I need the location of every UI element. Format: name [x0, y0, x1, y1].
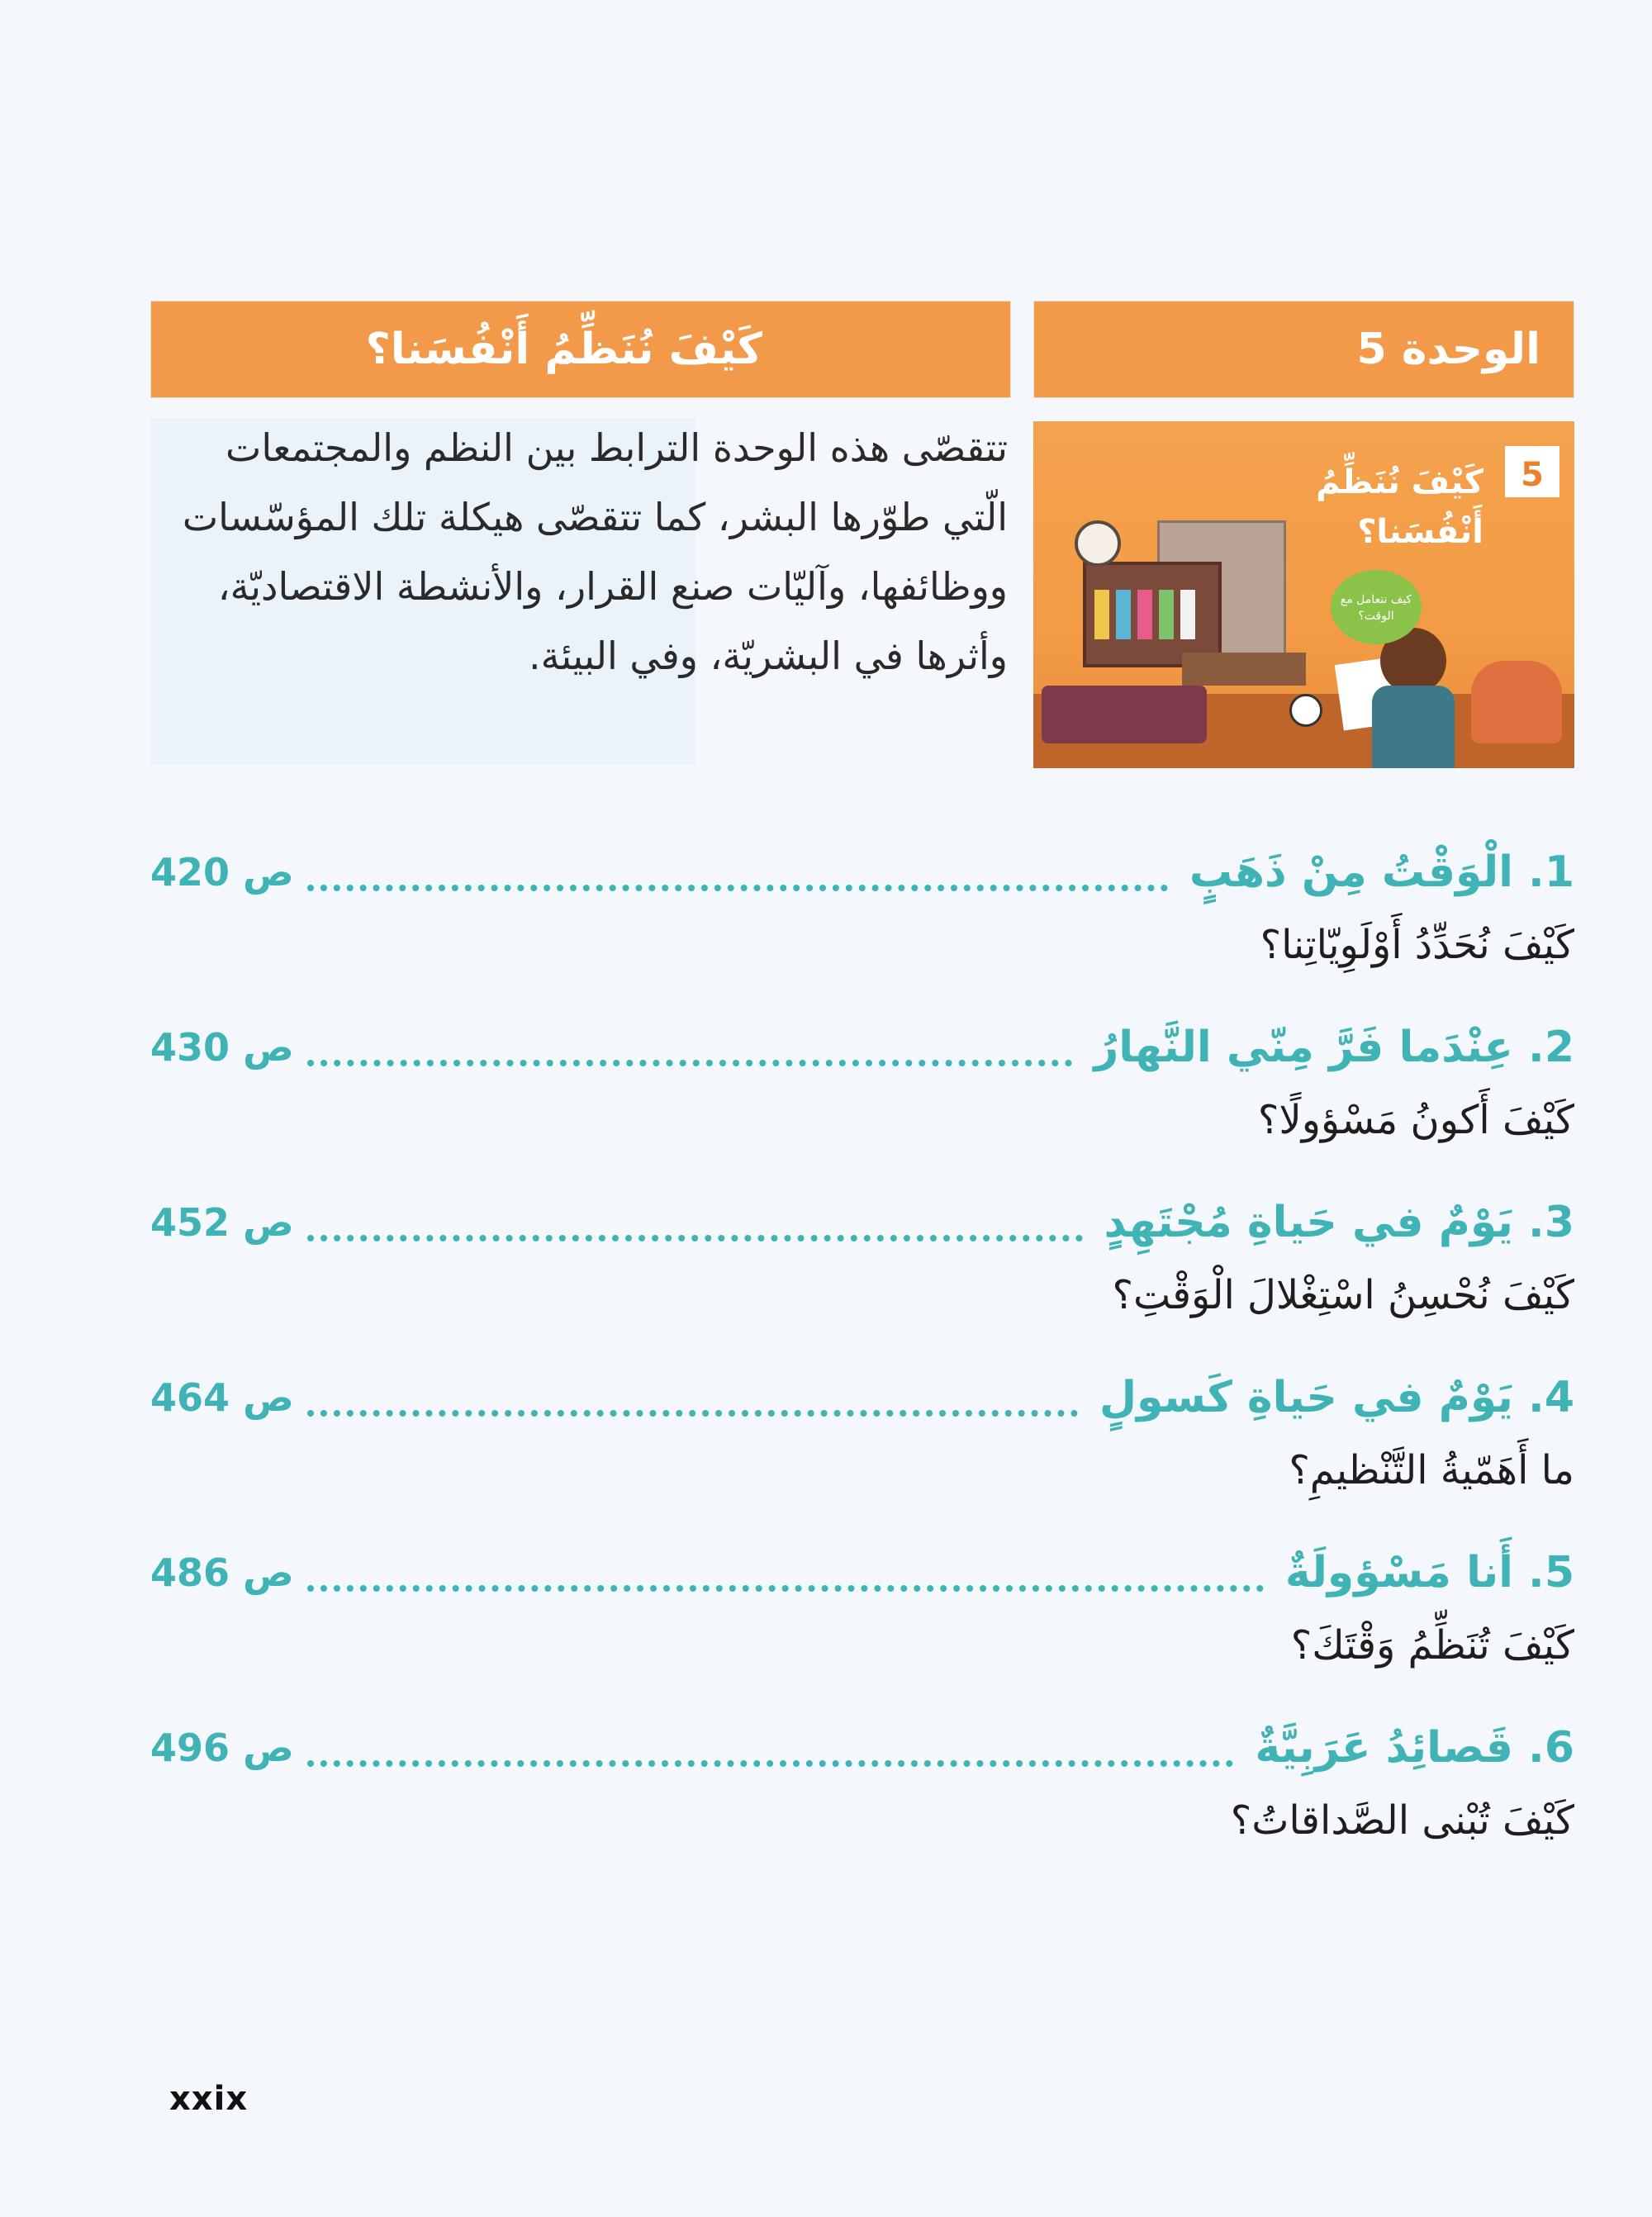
lesson-item [150, 1365, 1574, 1538]
lesson-item [150, 1189, 1574, 1363]
lesson-title: 2. عِنْدَما فَرَّ مِنّي النَّهارُ [1094, 1023, 1574, 1072]
shirt-icon [1159, 590, 1174, 639]
lesson-page: ص 496 [150, 1726, 294, 1770]
leader-dots [307, 1052, 1072, 1066]
lesson-title: 1. الْوَقْتُ مِنْ ذَهَبٍ [1189, 847, 1574, 897]
unit-description: تتقصّى هذه الوحدة الترابط بين النظم والمجتمعات الّتي طوّرها البشر، كما تتقصّى هيكلة تلك المؤسّسات ووظائفها، وآليّات صنع القرار، والأنشطة الاقتصاديّة، وأثرها في البشريّة، وفي البيئة. [182, 425, 1008, 678]
lesson-item [150, 839, 1574, 1013]
lesson-question: ما أَهَمّيةُ التَّنْظيمِ؟ [1289, 1447, 1574, 1493]
lesson-page: ص 430 [150, 1025, 294, 1070]
unit-title-bar [150, 301, 1011, 398]
lesson-page: ص 452 [150, 1200, 294, 1245]
lesson-item [150, 1715, 1574, 1888]
shirt-icon [1116, 590, 1131, 639]
lesson-item [150, 1540, 1574, 1713]
lesson-row [150, 1540, 1574, 1606]
leader-dots [307, 1227, 1083, 1241]
cover-wardrobe [1083, 562, 1222, 667]
lesson-row [150, 1715, 1574, 1781]
unit-label-bar [1033, 301, 1574, 398]
boy-body [1372, 686, 1455, 768]
unit-cover-image [1033, 421, 1574, 768]
lesson-question: كَيْفَ تُنَظِّمُ وَقْتَكَ؟ [1290, 1622, 1574, 1669]
cover-shelf [1182, 653, 1306, 686]
cover-chair [1471, 661, 1562, 743]
lesson-title: 3. يَوْمٌ في حَياةِ مُجْتَهِدٍ [1104, 1198, 1574, 1247]
cover-title: كَيْفَ نُنَظِّمُ أَنْفُسَنا؟ [1316, 463, 1483, 551]
page-number: xxix [169, 2080, 249, 2118]
lesson-question: كَيْفَ نُحْسِنُ اسْتِغْلالَ الْوَقْتِ؟ [1112, 1272, 1574, 1318]
lesson-page: ص 486 [150, 1550, 294, 1595]
leader-dots [307, 1577, 1264, 1592]
cover-bubble: كيف نتعامل مع الوقت؟ [1331, 570, 1422, 644]
lesson-row [150, 1189, 1574, 1256]
lesson-title: 5. أَنا مَسْؤولَةٌ [1284, 1548, 1574, 1597]
cover-boy-illustration [1364, 628, 1463, 768]
clock-icon [1075, 520, 1121, 567]
shirt-icon [1180, 590, 1195, 639]
shirt-icon [1137, 590, 1152, 639]
cover-unit-number: 5 [1505, 446, 1559, 497]
leader-dots [307, 1402, 1078, 1417]
ball-icon [1289, 694, 1322, 727]
leader-dots [307, 1752, 1233, 1767]
lesson-row [150, 1365, 1574, 1431]
cover-bed [1042, 686, 1207, 743]
lesson-question: كَيْفَ تُبْنى الصَّداقاتُ؟ [1230, 1797, 1574, 1844]
lesson-row [150, 839, 1574, 905]
shirt-icon [1094, 590, 1109, 639]
lesson-row [150, 1014, 1574, 1080]
unit-title: كَيْفَ نُنَظِّمُ أَنْفُسَنا؟ [365, 325, 762, 374]
leader-dots [307, 876, 1168, 891]
lesson-question: كَيْفَ نُحَدِّدُ أَوْلَوِيّاتِنا؟ [1260, 922, 1574, 968]
unit-label: الوحدة 5 [1356, 325, 1540, 374]
lesson-title: 6. قَصائِدُ عَرَبِيَّةٌ [1255, 1723, 1574, 1773]
lesson-page: ص 420 [150, 850, 294, 895]
lesson-title: 4. يَوْمٌ في حَياةِ كَسولٍ [1099, 1373, 1574, 1422]
lesson-question: كَيْفَ أَكونُ مَسْؤولًا؟ [1257, 1097, 1574, 1143]
lesson-item [150, 1014, 1574, 1188]
lesson-page: ص 464 [150, 1375, 294, 1420]
